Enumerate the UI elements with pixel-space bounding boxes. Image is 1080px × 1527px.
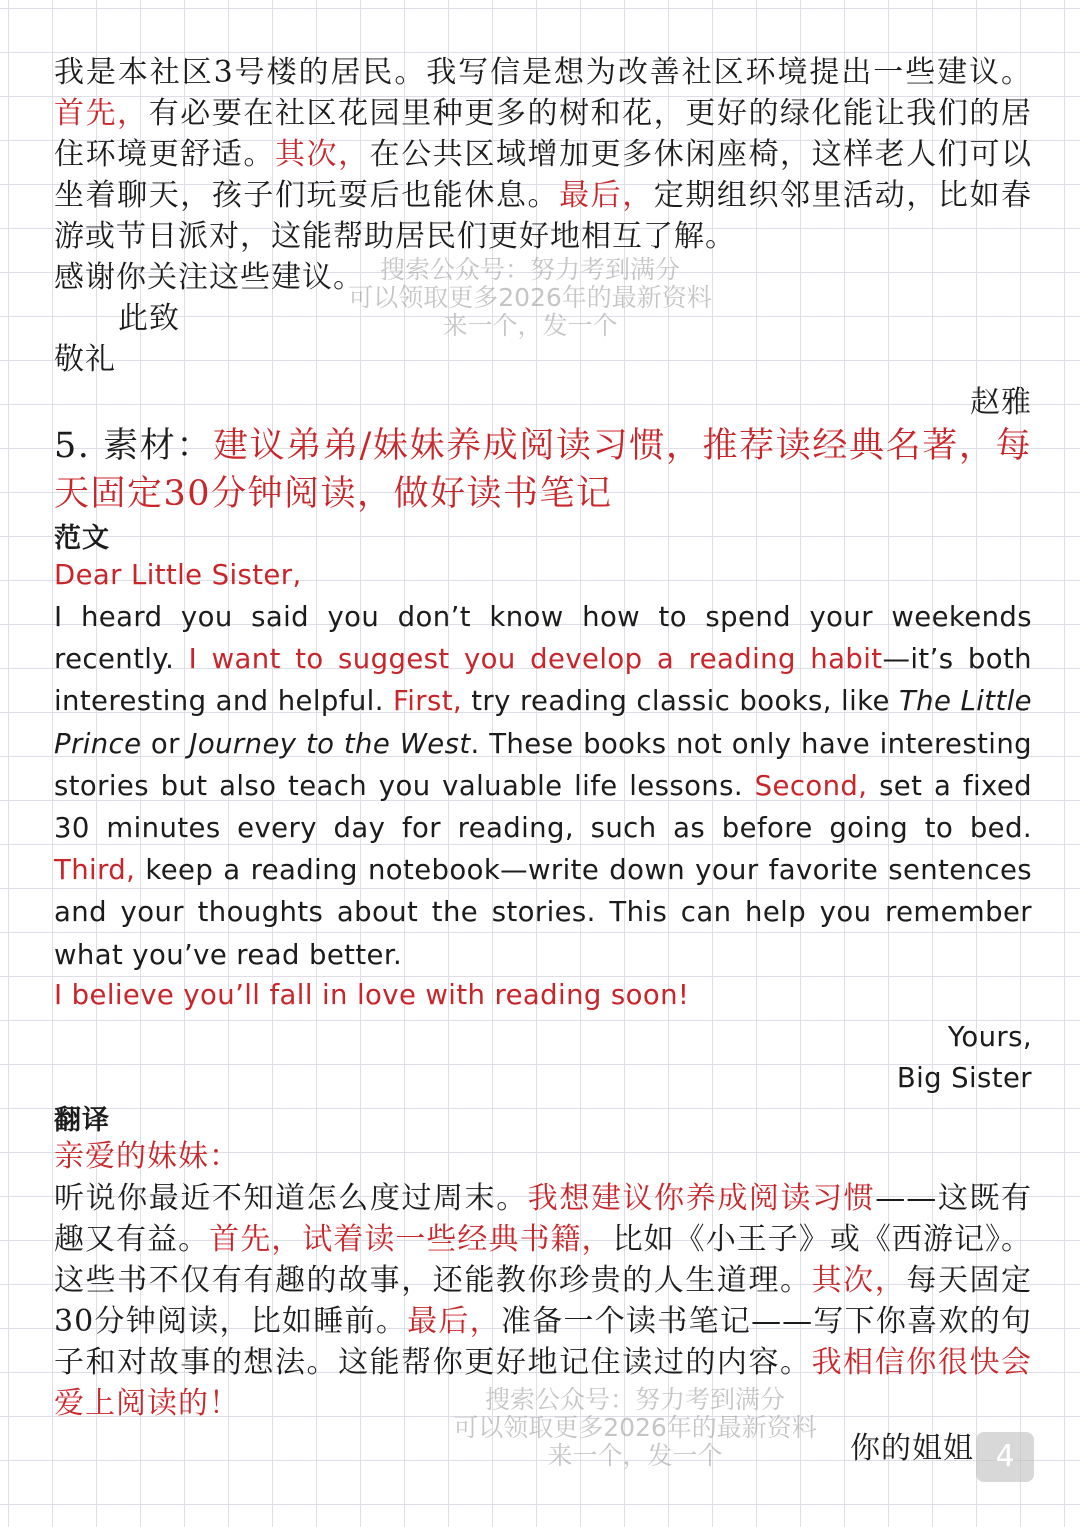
- item5-heading: [54, 422, 1032, 518]
- chinese-second-label: 其次，: [811, 1263, 907, 1298]
- item5-number: 5. 素材：: [54, 426, 214, 466]
- english-p6: keep a reading notebook—write down your favorite sentences and your thoughts about the stories. This can help you remember what you’ve read better.: [54, 854, 1032, 971]
- chinese-p1: 听说你最近不知道怎么度过周末。: [54, 1181, 528, 1216]
- watermark-top: [330, 256, 730, 340]
- english-closing: Yours,: [947, 1021, 1032, 1053]
- chinese-p5: 准备一个读书笔记——写下你喜欢的句子和对故事的想法。这能帮你更好地记住读过的内容。: [54, 1304, 1032, 1380]
- letter1-first-label: 首先，: [54, 96, 149, 131]
- english-suggest: I want to suggest you develop a reading habit: [188, 643, 883, 676]
- letter1-second-label: 其次，: [274, 137, 370, 172]
- watermark-bottom: [430, 1386, 840, 1470]
- chinese-p4: 每天固定30分钟阅读，比如睡前。: [54, 1263, 1033, 1339]
- letter1-body: [54, 52, 1032, 257]
- translation-label: 翻译: [54, 1105, 110, 1136]
- english-third-label: Third,: [54, 854, 136, 887]
- english-signature: Big Sister: [896, 1062, 1032, 1094]
- letter1-intro: 我是本社区3号楼的居民。我写信是想为改善社区环境提出一些建议。: [54, 55, 1032, 90]
- letter1-thanks: 感谢你关注这些建议。: [54, 260, 364, 295]
- chinese-first: 首先，试着读一些经典书籍，: [209, 1222, 613, 1257]
- watermark-top-line3: 来一个，发一个: [442, 311, 618, 340]
- english-book2: Journey to the West: [189, 727, 471, 760]
- english-p5: set a fixed 30 minutes every day for reading, such as before going to bed.: [54, 769, 1033, 845]
- letter1-second: 在公共区域增加更多休闲座椅，这样老人们可以坐着聊天，孩子们玩耍后也能休息。: [54, 137, 1033, 213]
- page-number-badge: 4: [976, 1432, 1034, 1482]
- watermark-bottom-line1: 搜索公众号：努力考到满分: [484, 1385, 785, 1414]
- chinese-ending: 我相信你很快会爱上阅读的！: [54, 1345, 1033, 1421]
- english-body: [54, 596, 1032, 976]
- chinese-p3: 比如《小王子》或《西游记》。这些书不仅有有趣的故事，还能教你珍贵的人生道理。: [54, 1222, 1033, 1298]
- chinese-suggest: 我想建议你养成阅读习惯: [527, 1181, 876, 1216]
- letter1-closing2: 敬礼: [54, 342, 116, 377]
- watermark-top-line2: 可以领取更多2026年的最新资料: [348, 283, 712, 312]
- english-greeting: Dear Little Sister,: [54, 559, 302, 591]
- letter1-first: 有必要在社区花园里种更多的树和花，更好的绿化能让我们的居住环境更舒适。: [54, 96, 1033, 172]
- item5-topic: 建议弟弟/妹妹养成阅读习惯，推荐读经典名著，每天固定30分钟阅读，做好读书笔记: [54, 426, 1032, 514]
- chinese-greeting: 亲爱的妹妹：: [54, 1139, 240, 1174]
- model-essay-label: 范文: [54, 523, 110, 554]
- english-ending: I believe you’ll fall in love with reading soon!: [54, 979, 690, 1011]
- english-book1: The Little Prince: [54, 685, 1032, 760]
- english-first-label: First,: [393, 685, 463, 718]
- chinese-third-label: 最后，: [407, 1304, 501, 1339]
- english-p3: try reading classic books, like: [462, 685, 899, 718]
- chinese-signature: 你的姐姐: [850, 1431, 974, 1466]
- watermark-bottom-line2: 可以领取更多2026年的最新资料: [453, 1413, 817, 1442]
- english-second-label: Second,: [754, 769, 868, 802]
- english-p1: I heard you said you don’t know how to spend your weekends recently.: [54, 601, 1032, 676]
- letter1-signature: 赵雅: [970, 385, 1032, 420]
- letter1-last: 定期组织邻里活动，比如春游或节日派对，这能帮助居民们更好地相互了解。: [54, 178, 1033, 254]
- watermark-top-line1: 搜索公众号：努力考到满分: [379, 255, 680, 284]
- english-or: or: [141, 727, 190, 760]
- chinese-p2: ——这既有趣又有益。: [54, 1181, 1033, 1257]
- english-p2: —it’s both interesting and helpful.: [54, 643, 1032, 718]
- letter1-last-label: 最后，: [559, 178, 654, 213]
- english-p4: . These books not only have interesting stories but also teach you valuable life lessons.: [54, 727, 1033, 802]
- letter1-closing1: 此致: [118, 301, 180, 336]
- watermark-bottom-line3: 来一个，发一个: [547, 1441, 723, 1470]
